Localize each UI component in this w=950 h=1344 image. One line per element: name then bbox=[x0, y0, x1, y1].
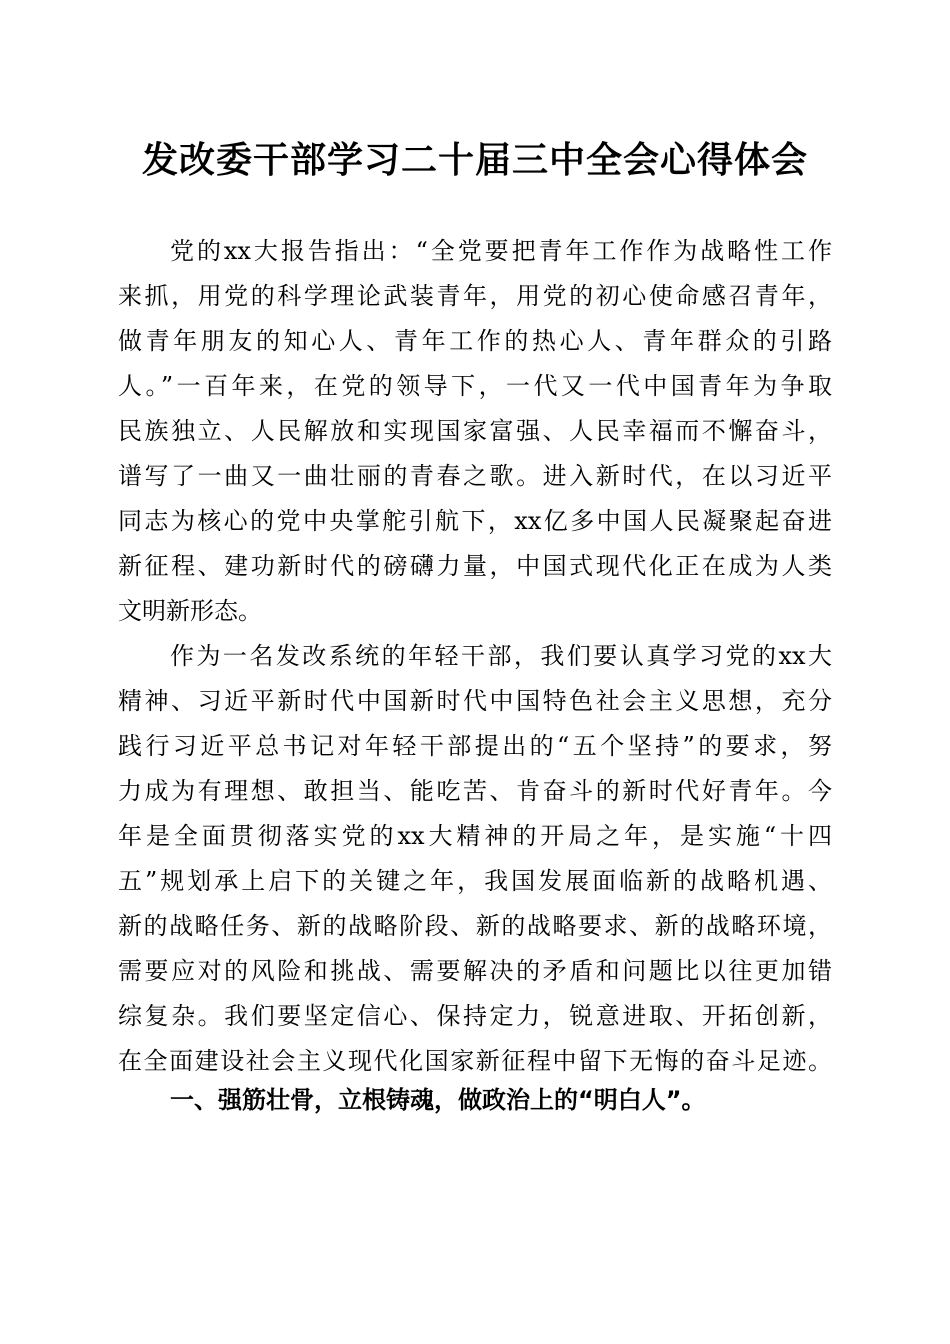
paragraph-2-line-7: 新的战略任务、新的战略阶段、新的战略要求、新的战略环境， bbox=[118, 912, 832, 940]
paragraph-1-line-1: 党的xx大报告指出：“全党要把青年工作作为战略性工作 bbox=[170, 237, 832, 265]
paragraph-1-line-7: 同志为核心的党中央掌舵引航下，xx亿多中国人民凝聚起奋进 bbox=[118, 507, 832, 535]
paragraph-2-line-3: 践行习近平总书记对年轻干部提出的“五个坚持”的要求，努 bbox=[118, 732, 832, 760]
paragraph-1-line-4: 人。”一百年来，在党的领导下，一代又一代中国青年为争取 bbox=[118, 372, 832, 400]
paragraph-2-line-4: 力成为有理想、敢担当、能吃苦、肯奋斗的新时代好青年。今 bbox=[118, 777, 832, 805]
paragraph-2-line-5: 年是全面贯彻落实党的xx大精神的开局之年，是实施“十四 bbox=[118, 822, 832, 850]
paragraph-2-line-1: 作为一名发改系统的年轻干部，我们要认真学习党的xx大 bbox=[170, 642, 832, 670]
paragraph-1-line-2: 来抓，用党的科学理论武装青年，用党的初心使命感召青年， bbox=[118, 282, 832, 310]
paragraph-2-line-2: 精神、习近平新时代中国新时代中国特色社会主义思想，充分 bbox=[118, 687, 832, 715]
paragraph-1-line-8: 新征程、建功新时代的磅礴力量，中国式现代化正在成为人类 bbox=[118, 552, 832, 580]
section-heading-1: 一、强筋壮骨，立根铸魂，做政治上的“明白人”。 bbox=[170, 1086, 706, 1114]
paragraph-2-line-8: 需要应对的风险和挑战、需要解决的矛盾和问题比以往更加错 bbox=[118, 957, 832, 985]
document-title: 发改委干部学习二十届三中全会心得体会 bbox=[141, 139, 808, 181]
paragraph-1-line-6: 谱写了一曲又一曲壮丽的青春之歌。进入新时代，在以习近平 bbox=[118, 462, 832, 490]
paragraph-2-line-10: 在全面建设社会主义现代化国家新征程中留下无悔的奋斗足迹。 bbox=[118, 1047, 832, 1075]
paragraph-1-line-9: 文明新形态。 bbox=[118, 597, 262, 625]
paragraph-1-line-5: 民族独立、人民解放和实现国家富强、人民幸福而不懈奋斗， bbox=[118, 417, 832, 445]
paragraph-2-line-6: 五”规划承上启下的关键之年，我国发展面临新的战略机遇、 bbox=[118, 867, 832, 895]
paragraph-2-line-9: 综复杂。我们要坚定信心、保持定力，锐意进取、开拓创新， bbox=[118, 1002, 832, 1030]
paragraph-1-line-3: 做青年朋友的知心人、青年工作的热心人、青年群众的引路 bbox=[118, 327, 832, 355]
